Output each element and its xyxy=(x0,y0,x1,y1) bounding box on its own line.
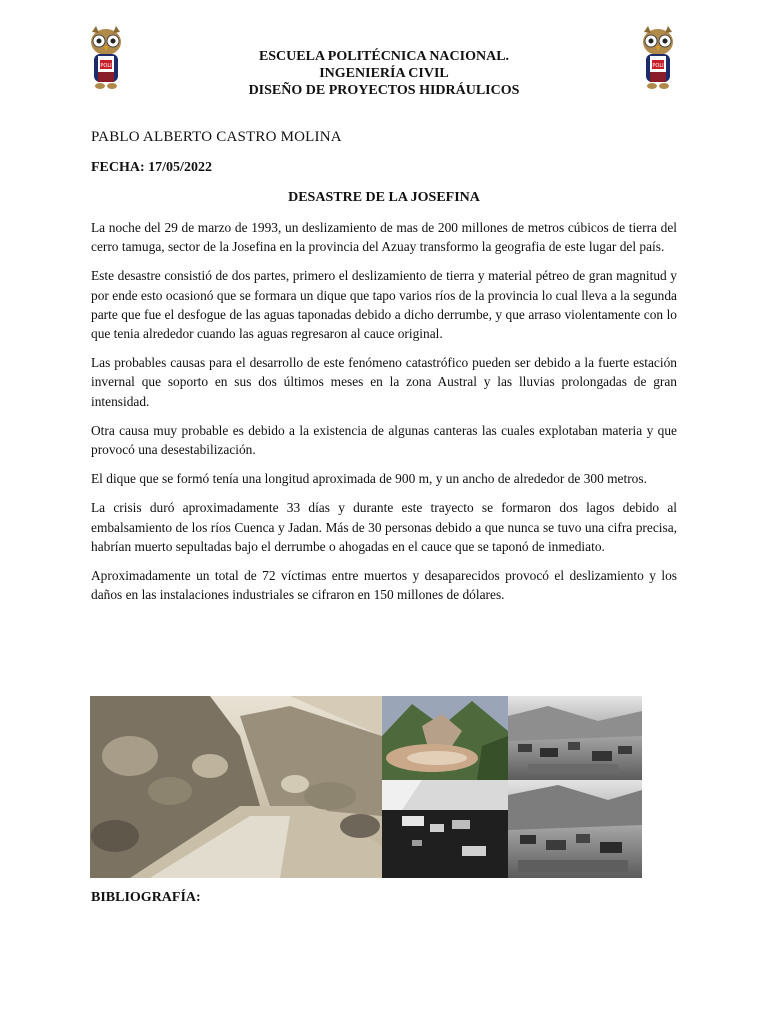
paragraph: Este desastre consistió de dos partes, primero el deslizamiento de tierra y material pétreo de gran magnitud y por ende esto ocasionó que se formara un dique que tapo varios ríos de la provincia lo cual lleva a la segunda parte que fue el desfogue de las aguas taponadas debido a dicho derrumbe, y que arraso violentamente con lo que tenia alrededor cuando las aguas regresaron al cauce original. xyxy=(91,268,677,342)
paragraph: La crisis duró aproximadamente 33 días y durante este trayecto se formaron dos lagos debido al embalsamiento de los ríos Cuenca y Jadan. Más de 30 personas debido a que nunca se tuvo una cifra precisa, habrían muerto sepultadas bajo el derrumbe o ahogadas en el cauce que se taponó de inmediato. xyxy=(91,500,677,554)
svg-text:POLI: POLI xyxy=(652,63,664,69)
paragraph: La noche del 29 de marzo de 1993, un deslizamiento de mas de 200 millones de metros cúbicos de tierra del cerro tamuga, sector de la Josefina en la provincia del Azuay transformo la geografia de este lugar del país. xyxy=(91,220,677,255)
document-title: DESASTRE DE LA JOSEFINA xyxy=(288,190,480,205)
author-name: PABLO ALBERTO CASTRO MOLINA xyxy=(91,129,342,145)
bibliography-heading: BIBLIOGRAFÍA: xyxy=(91,890,201,905)
photo-collage xyxy=(90,696,642,878)
paragraph: Las probables causas para el desarrollo de este fenómeno catastrófico pueden ser debido a la fuerte estación invernal que soporto en sus dos últimos meses en la zona Austral y las lluvias prolongadas de gran intensidad. xyxy=(91,355,677,409)
date-line: FECHA: 17/05/2022 xyxy=(91,160,212,175)
lake-mountain-photo xyxy=(382,696,508,780)
paragraph: Otra causa muy probable es debido a la existencia de algunas canteras las cuales explotaban materia y que provocó una desestabilización. xyxy=(91,422,677,458)
paragraph: Aproximadamente un total de 72 víctimas entre muertos y desaparecidos provocó el deslizamiento y los daños en las instalaciones industriales se cifraron en 150 millones de dólares. xyxy=(91,568,677,603)
institution-name: ESCUELA POLITÉCNICA NACIONAL. xyxy=(258,49,510,64)
department-name: INGENIERÍA CIVIL xyxy=(319,66,449,81)
document-header xyxy=(0,48,768,99)
landslide-road-photo xyxy=(90,696,382,878)
destroyed-village-photo xyxy=(508,780,642,878)
document-body xyxy=(91,218,677,614)
flooded-village-photo xyxy=(508,696,642,780)
flood-aerial-photo xyxy=(382,780,508,878)
svg-text:POLI: POLI xyxy=(100,63,112,69)
paragraph: El dique que se formó tenía una longitud aproximada de 900 m, y un ancho de alrededor de 300 metros. xyxy=(91,471,647,487)
course-name: DISEÑO DE PROYECTOS HIDRÁULICOS xyxy=(248,83,520,98)
